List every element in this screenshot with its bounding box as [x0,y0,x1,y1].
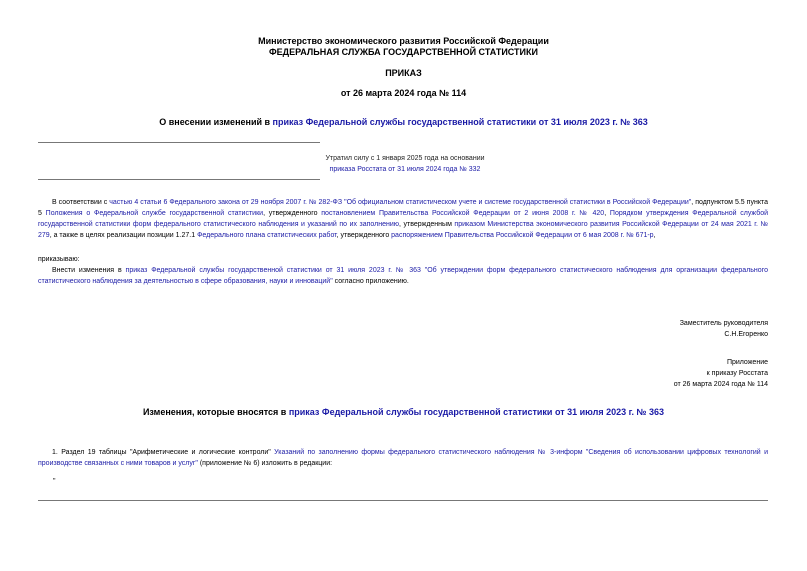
preamble-text: , подпунктом 5.5 пункта 5 [38,199,768,217]
preamble-text: , утвержденным [399,221,455,228]
signature-position: Заместитель руководителя [679,320,768,327]
document-type: ПРИКАЗ [385,68,422,78]
divider-bottom [38,179,320,180]
preamble-text: , утвержденного [263,210,322,217]
title-order-link[interactable]: приказ Федеральной службы государственной статистики от 31 июля 2023 г. № 363 [272,117,648,127]
instructions-link[interactable]: Указаний по заполнению формы федерального статистического наблюдения № 3-информ "Сведения об использовании цифровых технологий и производстве связанных с ними товаров и услуг" [38,449,768,467]
service-name: ФЕДЕРАЛЬНАЯ СЛУЖБА ГОСУДАРСТВЕННОЙ СТАТИСТИКИ [269,47,538,57]
changes-title [0,407,807,417]
document-title [0,117,807,127]
ministry-name: Министерство экономического развития Российской Федерации [258,36,549,46]
resolution-link[interactable]: постановлением Правительства Российской Федерации от 2 июня 2008 г. № 420 [321,210,605,217]
divider-top [38,142,320,143]
instruction-text: Внести изменения в [52,267,126,274]
plan-link[interactable]: Федерального плана статистических работ [197,232,337,239]
preamble-text: , утвержденного [336,232,392,239]
status-line: Утратил силу с 1 января 2025 года на основании [325,155,485,162]
signature-name: С.Н.Егоренко [724,331,768,338]
changes-title-link[interactable]: приказ Федеральной службы государственной статистики от 31 июля 2023 г. № 363 [288,407,665,417]
title-prefix: О внесении изменений в [159,117,273,127]
appendix-label: Приложение [726,359,768,366]
law-link[interactable]: частью 4 статьи 6 Федерального закона от 29 ноября 2007 г. № 282-ФЗ "Об официальном статистическом учете и системе государственной статистики в Российской Федерации" [109,199,692,206]
instruction-text: согласно приложению. [332,278,409,285]
regulation-link[interactable]: Положения о Федеральной службе государственной статистики [45,210,264,217]
quote-mark: " [53,478,56,485]
preamble-paragraph [38,197,768,241]
document-date-number: от 26 марта 2024 года № 114 [340,88,467,98]
signature-block [680,318,768,340]
appendix-to: к приказу Росстата [706,370,768,377]
procedure-link[interactable]: Порядком утверждения Федеральной службой государственной статистики форм федерального статистического наблюдения и указаний по их заполнению [38,210,769,228]
decree-link[interactable]: распоряжением Правительства Российской Федерации от 6 мая 2008 г. № 671-р [391,232,654,239]
preamble-text: , а также в целях реализации позиции 1.27.1 [49,232,198,239]
instruction-paragraph [38,265,768,287]
preamble-text: , [604,210,610,217]
divider-page-bottom [38,500,768,501]
amended-order-link[interactable]: приказ Федеральной службы государственной статистики от 31 июля 2023 г. № 363 "Об утверждении форм федерального статистического наблюдения для организации федерального статистического наблюдения за деятельностью в сфере образования, науки и инноваций" [38,267,768,285]
ministry-order-link[interactable]: приказом Министерства экономического развития Российской Федерации от 24 мая 2021 г. № 279 [38,221,768,239]
preamble-text: В соответствии с [52,199,110,206]
status-note [300,153,510,175]
item-1-paragraph [38,447,768,469]
status-link[interactable]: приказа Росстата от 31 июля 2024 года № 332 [329,166,481,173]
appendix-date: от 26 марта 2024 года № 114 [673,381,768,388]
preamble-text: , [653,232,656,239]
item-1-text: 1. Раздел 19 таблицы "Арифметические и логические контроли" [52,449,275,456]
appendix-block [674,357,768,390]
item-1-text: (приложение № 6) изложить в редакции: [197,460,333,467]
orders-word: приказываю: [38,256,80,263]
changes-title-prefix: Изменения, которые вносятся в [142,407,289,417]
